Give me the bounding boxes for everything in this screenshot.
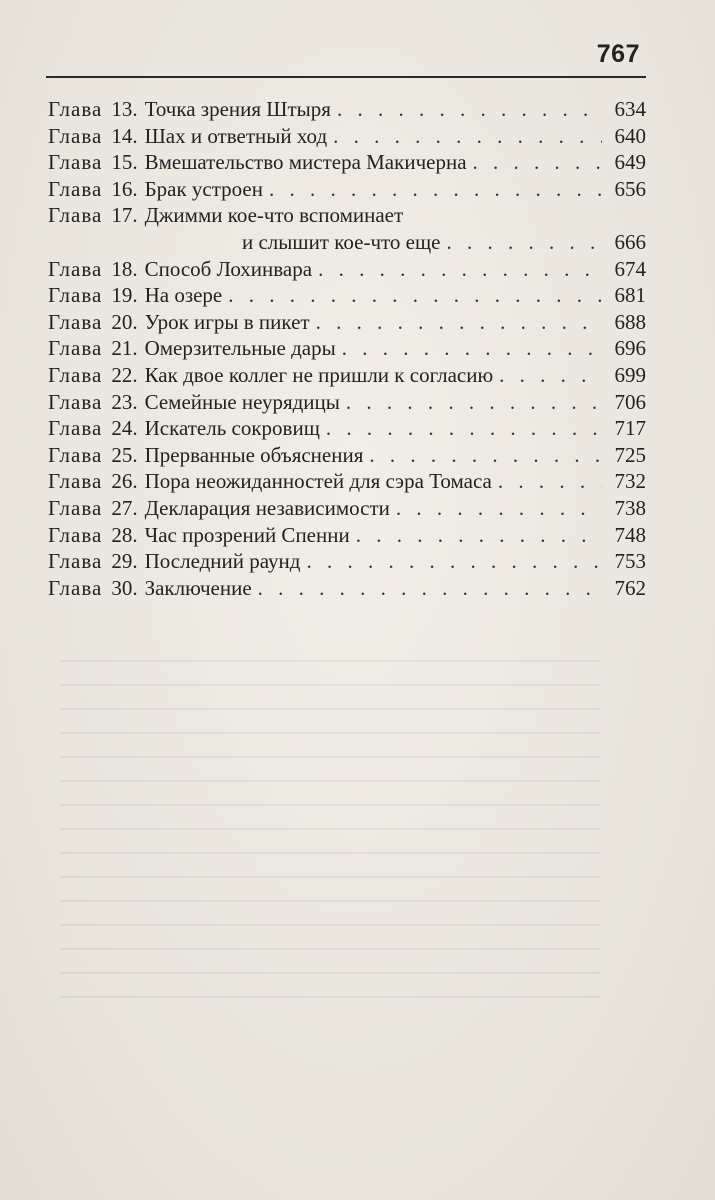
- table-of-contents: [48, 96, 646, 601]
- toc-entry: [48, 282, 646, 309]
- page-ref: 696: [614, 336, 646, 361]
- chapter-label: Глава: [48, 469, 103, 494]
- leader-dots: [228, 282, 602, 309]
- leader-dots: [258, 575, 602, 602]
- toc-entry: [48, 415, 646, 442]
- leader-dots: [316, 309, 602, 336]
- page-ref: 738: [614, 495, 646, 520]
- toc-entry: [48, 176, 646, 203]
- leader-dots: [342, 335, 602, 362]
- leader-dots: [473, 149, 602, 176]
- toc-entry: [48, 123, 646, 150]
- leader-dots: [337, 96, 602, 123]
- chapter-number: 28.: [111, 522, 138, 547]
- page-ref: 656: [614, 176, 646, 201]
- page-number: 767: [596, 40, 640, 68]
- chapter-number: 18.: [111, 256, 138, 281]
- chapter-title: Вмешательство мистера Макичерна: [144, 150, 467, 175]
- leader-dots: [333, 123, 602, 150]
- leader-dots: [356, 522, 602, 549]
- page-ref: 666: [614, 229, 646, 254]
- chapter-number: 20.: [111, 309, 138, 334]
- bleed-through-text: [60, 660, 600, 1110]
- page-ref: 634: [614, 97, 646, 121]
- leader-dots: [269, 176, 602, 203]
- chapter-title: Шах и ответный ход: [144, 123, 328, 148]
- header-rule: [46, 76, 646, 78]
- toc-entry: [48, 468, 646, 495]
- leader-dots: [369, 442, 602, 469]
- page-ref: 640: [614, 123, 646, 148]
- toc-entry: [48, 575, 646, 602]
- chapter-label: Глава: [48, 283, 103, 308]
- chapter-label: Глава: [48, 123, 103, 148]
- leader-dots: [326, 415, 602, 442]
- chapter-number: 27.: [111, 495, 138, 520]
- chapter-number: 14.: [111, 123, 138, 148]
- chapter-label: Глава: [48, 203, 103, 228]
- toc-entry: [48, 548, 646, 575]
- toc-entry: [48, 309, 646, 336]
- chapter-title: Способ Лохинвара: [144, 256, 313, 281]
- page-ref: 688: [614, 309, 646, 334]
- toc-entry: [48, 442, 646, 469]
- chapter-title: Пора неожиданностей для сэра Томаса: [144, 469, 492, 494]
- page-ref: 748: [614, 522, 646, 547]
- chapter-label: Глава: [48, 495, 103, 520]
- toc-entry: [48, 389, 646, 416]
- chapter-title: Точка зрения Штыря: [144, 97, 331, 121]
- leader-dots: [498, 468, 602, 495]
- chapter-number: 24.: [111, 416, 138, 441]
- page-ref: 717: [614, 416, 646, 441]
- toc-entry: [48, 335, 646, 362]
- chapter-number: 26.: [111, 469, 138, 494]
- chapter-label: Глава: [48, 575, 103, 600]
- page-ref: 732: [614, 469, 646, 494]
- chapter-label: Глава: [48, 336, 103, 361]
- leader-dots: [346, 389, 602, 416]
- chapter-title: Брак устроен: [144, 176, 263, 201]
- leader-dots: [446, 229, 602, 256]
- toc-entry: [48, 96, 646, 123]
- chapter-label: Глава: [48, 389, 103, 414]
- chapter-number: 22.: [111, 362, 138, 387]
- page-ref: 649: [614, 150, 646, 175]
- chapter-number: 19.: [111, 283, 138, 308]
- page-ref: 762: [614, 575, 646, 600]
- page-ref: 725: [614, 442, 646, 467]
- toc-entry: [48, 202, 646, 229]
- leader-dots: [396, 495, 602, 522]
- chapter-label: Глава: [48, 416, 103, 441]
- chapter-title: Как двое коллег не пришли к согласию: [144, 362, 494, 387]
- chapter-title: Декларация независимости: [144, 495, 390, 520]
- chapter-number: 23.: [111, 389, 138, 414]
- toc-entry: [48, 522, 646, 549]
- page-ref: 681: [614, 283, 646, 308]
- chapter-number: 21.: [111, 336, 138, 361]
- toc-entry: [48, 495, 646, 522]
- chapter-label: Глава: [48, 309, 103, 334]
- chapter-title: Заключение: [144, 575, 252, 600]
- chapter-number: 17.: [111, 203, 138, 228]
- chapter-title-continuation: и слышит кое-что еще: [242, 229, 441, 254]
- chapter-title: Час прозрений Спенни: [144, 522, 350, 547]
- chapter-label: Глава: [48, 362, 103, 387]
- leader-dots: [306, 548, 602, 575]
- chapter-title: Джимми кое-что вспоминает: [144, 203, 404, 228]
- chapter-label: Глава: [48, 97, 103, 121]
- chapter-title: Последний раунд: [144, 549, 301, 574]
- chapter-title: Семейные неурядицы: [144, 389, 340, 414]
- chapter-title: Омерзительные дары: [144, 336, 336, 361]
- chapter-number: 16.: [111, 176, 138, 201]
- chapter-title: Искатель сокровищ: [144, 416, 320, 441]
- chapter-label: Глава: [48, 442, 103, 467]
- toc-entry: [48, 256, 646, 283]
- chapter-title: Прерванные объяснения: [144, 442, 364, 467]
- page-ref: 699: [614, 362, 646, 387]
- chapter-number: 29.: [111, 549, 138, 574]
- chapter-label: Глава: [48, 522, 103, 547]
- leader-dots: [499, 362, 602, 389]
- chapter-number: 15.: [111, 150, 138, 175]
- chapter-title: Урок игры в пикет: [144, 309, 310, 334]
- leader-dots: [318, 256, 602, 283]
- page-ref: 706: [614, 389, 646, 414]
- chapter-number: 13.: [111, 97, 138, 121]
- chapter-number: 25.: [111, 442, 138, 467]
- chapter-number: 30.: [111, 575, 138, 600]
- toc-entry: [48, 149, 646, 176]
- chapter-label: Глава: [48, 176, 103, 201]
- toc-entry-continuation: [48, 229, 646, 256]
- page-ref: 753: [614, 549, 646, 574]
- chapter-label: Глава: [48, 256, 103, 281]
- chapter-label: Глава: [48, 549, 103, 574]
- chapter-label: Глава: [48, 150, 103, 175]
- toc-entry: [48, 362, 646, 389]
- chapter-title: На озере: [144, 283, 223, 308]
- page-ref: 674: [614, 256, 646, 281]
